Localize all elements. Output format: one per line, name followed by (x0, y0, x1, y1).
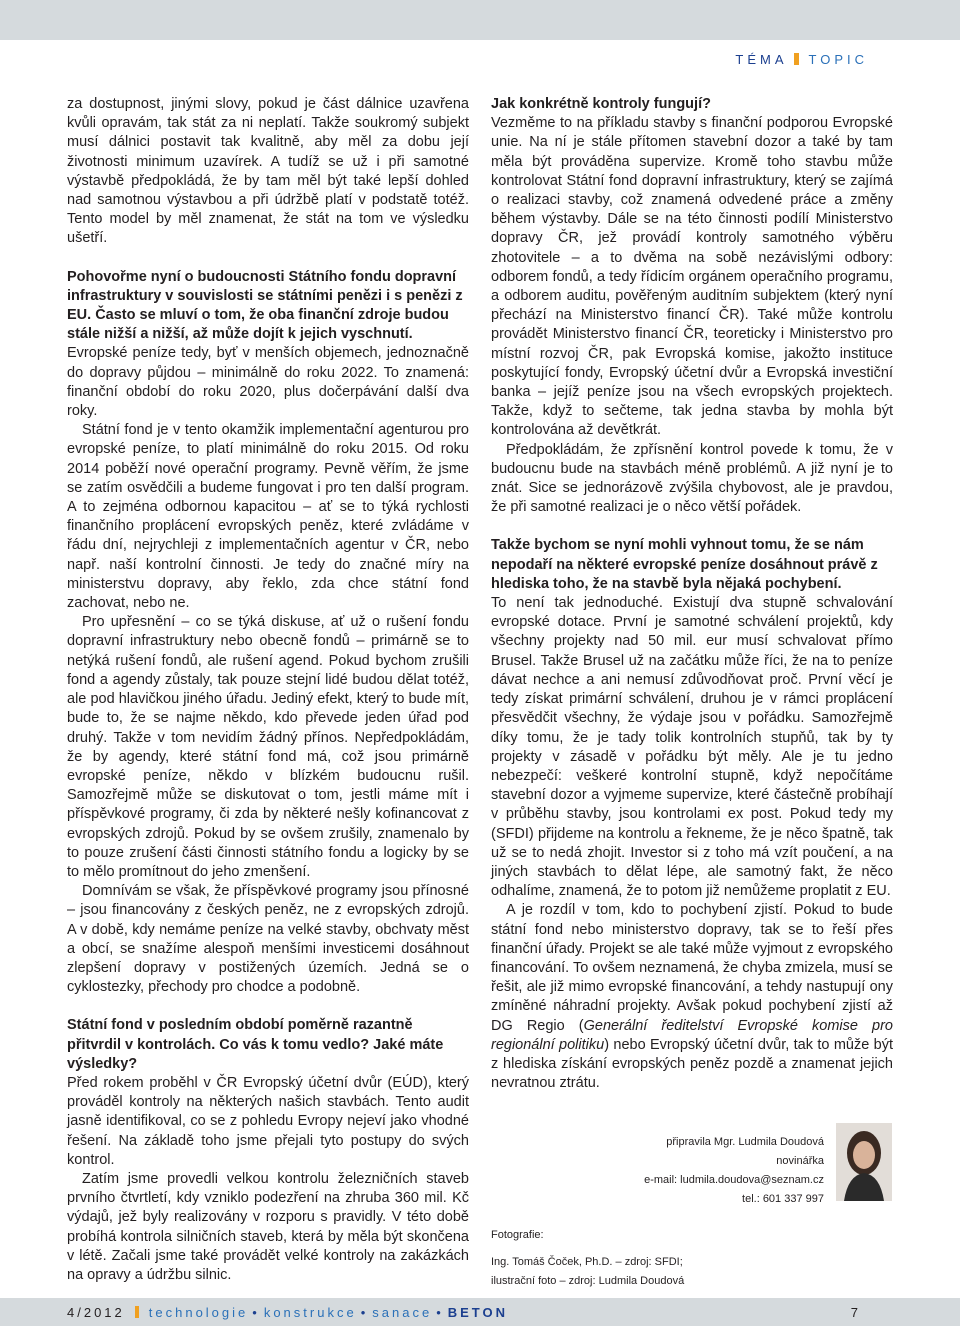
paragraph: za dostupnost, jinými slovy, pokud je část dálnice uzavřena kvůli opravám, tak stát za ni neplatí. Takže soukromý subjekt musí dálnici postavit tak kvalitně, aby měl za dobu její životnosti minimum uzavírek. A tudíž se už i při samotné výstavbě předpokládá, že by tam měl být také lepší dohled nad samotnou výstavbou a při údržbě platí v podstatě totéž. Tento model by měl znamenat, že stát na tom ve výsledku ušetří. (67, 96, 469, 247)
footer-word: technologie (148, 1305, 249, 1320)
author-portrait-image (836, 1123, 892, 1201)
question-heading: Jak konkrétně kontroly fungují? (491, 96, 711, 112)
author-name: připravila Mgr. Ludmila Doudová (666, 1136, 824, 1148)
question-heading: Pohovořme nyní o budoucnosti Státního fondu dopravní infrastruktury v souvislosti se státními penězi i s penězi z EU. Často se mluví o tom, že oba finanční zdroje budou stále nižší a nižší, až může dojít k jejich vyschnutí. (67, 268, 463, 343)
bullet-icon: • (360, 1305, 369, 1320)
author-role: novinářka (776, 1155, 824, 1167)
issue-number: 4/2012 (67, 1305, 125, 1320)
paragraph: Vezměme to na příkladu stavby s finanční podporou Evropské unie. Na ní je stále přítomen stavební dozor a také by tam měla být prováděna supervize. Kromě toho stavbu může kontrolovat Státní fond dopravní infrastruktury, který se zajímá o realizaci stavby, což znamená odvedené práce a změny během výstavby. Dále se na této činnosti podílí Ministerstvo dopravy ČR, jež provádí kontroly samotného výběru zhotovitele – a to dvěma na sobě nezávislými odbory: odborem fondů, a tedy řídicím orgánem operačního programu, a odborem auditu, pověřeným auditním subjektem (který nyní přechází na Ministerstvo financí ČR). Také může kontrolu provádět Ministerstvo financí ČR, teoreticky i Ministerstvo pro místní rozvoj ČR, pak Evropská komise, jakožto instituce poskytující fondy, Evropský účetní dvůr a Evropská investiční banka – jejíž peníze jsou na všech evropských projektech. Takže, když to sečteme, tak jedna stavba by mohla být kontrolována až devětkrát. (491, 115, 893, 439)
paragraph: Před rokem proběhl v ČR Evropský účetní dvůr (EÚD), který prováděl kontroly na některých našich stavbách. Tento audit jasně identifikoval, co se z pohledu Evropy nejeví jako vhodné řešení. Na základě toho jsme přejali tyto postupy do svých kontrol. (67, 1074, 469, 1168)
paragraph: Státní fond je v tento okamžik implementační agenturou pro evropské peníze, to platí minimálně do roku 2015. Od roku 2014 poběží nové operační programy. Pevně věřím, že jsme se zatím osvědčili a budeme fungovat i pro ten další program. A to zejména odbornou kapacitou – ať se to týká rychlosti finančního proplácení evropských peněz, které zvládáme v řádu dní, nejrychleji z implementačních agentur v ČR, nebo např. naší kontrolní činnosti. Je tedy do značné míry na ministerstvu dopravy, aby řeklo, zda chce státní fond zachovat, nebo ne. (67, 422, 469, 612)
author-credit (600, 1133, 824, 1209)
question-heading: Státní fond v posledním období poměrně razantně přitvrdil v kontrolách. Co vás k tomu vedlo? Jaké máte výsledky? (67, 1017, 444, 1072)
question-heading: Takže bychom se nyní mohli vyhnout tomu, že se nám nepodaří na některé evropské peníze dosáhnout právě z hlediska toho, že na stavbě byla nějaká pochybení. (491, 537, 878, 592)
paragraph: Evropské peníze tedy, byť v menších objemech, jednoznačně do dopravy půjdou – minimálně do roku 2022. To znamená: finanční období do roku 2020, plus dočerpávání další dva roky. (67, 345, 469, 420)
footer-separator (135, 1306, 139, 1318)
footer-word: sanace (372, 1305, 433, 1320)
top-band (0, 0, 960, 40)
header-tema: TÉMA (735, 52, 788, 67)
bullet-icon: • (252, 1305, 260, 1320)
author-email: e-mail: ludmila.doudova@seznam.cz (644, 1174, 824, 1186)
photo-credits-label: Fotografie: (491, 1229, 544, 1241)
paragraph: Domnívám se však, že příspěvkové programy jsou přínosné – jsou financovány z českých peněz, ne z evropských zdrojů. A v době, kdy nemáme peníze na velké stavby, obchvaty měst a obcí, se snažíme alespoň menšími investicemi dosáhnout zlepšení dopravy v postižených územích. Jedná se o cyklostezky, přechody pro chodce a podobně. (67, 883, 469, 996)
header-separator (794, 53, 799, 65)
author-phone: tel.: 601 337 997 (742, 1193, 824, 1205)
header-topic: TOPIC (808, 52, 868, 67)
photo-credits (491, 1226, 791, 1291)
paragraph: To není tak jednoduché. Existují dva stupně schvalování evropské dotace. První je samotné schválení projektů, kdy všechny projekty nad 50 mil. eur musí schvalovat přímo Brusel. Takže Brusel už na začátku může říci, že na to peníze dávat nechce a ani nemusí zdůvodňovat proč. První věcí je tedy získat primární schválení, druhou je v rámci proplácení přesvědčit všechny, že výdaje jsou v pořádku. Samozřejmě díky tomu, že je tady tolik kontrolních stupňů, tak by ty projekty v zásadě v pořádku být měly. Ale je tu jedno nebezpečí: veškeré kontrolní stupně, když nepočítáme stavební dozor a vyjmeme supervize, které částečně probíhají v průběhu stavby, jsou kontrolami ex post. Pokud tedy my (SFDI) přijdeme na kontrolu a řekneme, že je něco špatně, tak už se to nedá zhojit. Investor si z toho má vzít poučení, a na jiných stavbách to dělat lépe, ale samotný fakt, že něco odhalíme, znamená, že to potom již nemůžeme proplatit z EU. (491, 595, 893, 900)
paragraph: A je rozdíl v tom, kdo to pochybení zjistí. Pokud to bude státní fond nebo ministerstvo dopravy, tak se to řeší přes finanční úřady. Projekt se ale také může vyjmout z evropského financování. To ovšem neznamená, že chyba zmizela, musí se řešit, ale již mimo evropské financování, a tehdy nastupují ony zmíněné náhradní projekty. Avšak pokud pochybení zjistí až DG Regio (Generální ředitelství Evropské komise pro regionální politiku) nebo Evropský účetní dvůr, tak to může být z hlediska získání evropských peněz pozdě a znamenat jejich nevratnou ztrátu. (491, 902, 893, 1092)
paragraph: Předpokládám, že zpřísnění kontrol povede k tomu, že v budoucnu bude na stavbách méně problémů. A již nyní je to znát. Sice se jednorázově zvýšila chybovost, ale je pravdou, že při samotné realizaci je o něco větší pořádek. (491, 441, 893, 516)
paragraph: Pro upřesnění – co se týká diskuse, ať už o rušení fondu dopravní infrastruktury nebo obecně fondů – primárně se to netýká rušení fondů, ale rušení agend. Pokud bychom zrušili fond a agendy zůstaly, tak pouze stejní lidé budou dělat totéž, ale pod hlavičkou jiného úřadu. Jediný efekt, který to bude mít, bude to, že se najme někdo, kdo převede jeden úřad pod druhý. Takže v tom nevidím žádný přínos. Nepředpokládám, že by agendy, které státní fond má, což jsou primárně evropské peníze, někdo v blízkém budoucnu rušil. Samozřejmě může se diskutovat o tom, jestli máme mít i příspěvkové programy, či zda by některé nešly kofinancovat z evropských zdrojů. Pokud by se ovšem zrušily, znamenalo by to pouze zrušení části činnosti státního fondu a logicky by se to mělo promítnout do jeho zmenšení. (67, 614, 469, 880)
bullet-icon: • (436, 1305, 444, 1320)
left-column (67, 95, 469, 1285)
paragraph: Zatím jsme provedli velkou kontrolu železničních staveb prvního čtvrtletí, kdy vzniklo podezření na zhruba 360 mil. Kč výdajů, jež byly realizovány v rozporu s pravidly. V této době probíhá kontrola silničních staveb, která by měla být skončena v létě. Začali jsme také provádět velké kontroly na zakázkách na opravy a údržbu silnic. (67, 1170, 469, 1283)
right-column (491, 95, 893, 1093)
magazine-title: BETON (447, 1305, 509, 1320)
section-header (735, 52, 868, 67)
footer-magazine (67, 1305, 508, 1320)
photo-credit-line: Ing. Tomáš Čoček, Ph.D. – zdroj: SFDI; (491, 1256, 683, 1268)
footer-word: konstrukce (263, 1305, 357, 1320)
photo-credit-line: ilustrační foto – zdroj: Ludmila Doudová (491, 1275, 685, 1287)
emphasis: Generální ředitelství Evropské komise pro regionální politiku (491, 1017, 893, 1053)
page-number: 7 (850, 1305, 858, 1320)
